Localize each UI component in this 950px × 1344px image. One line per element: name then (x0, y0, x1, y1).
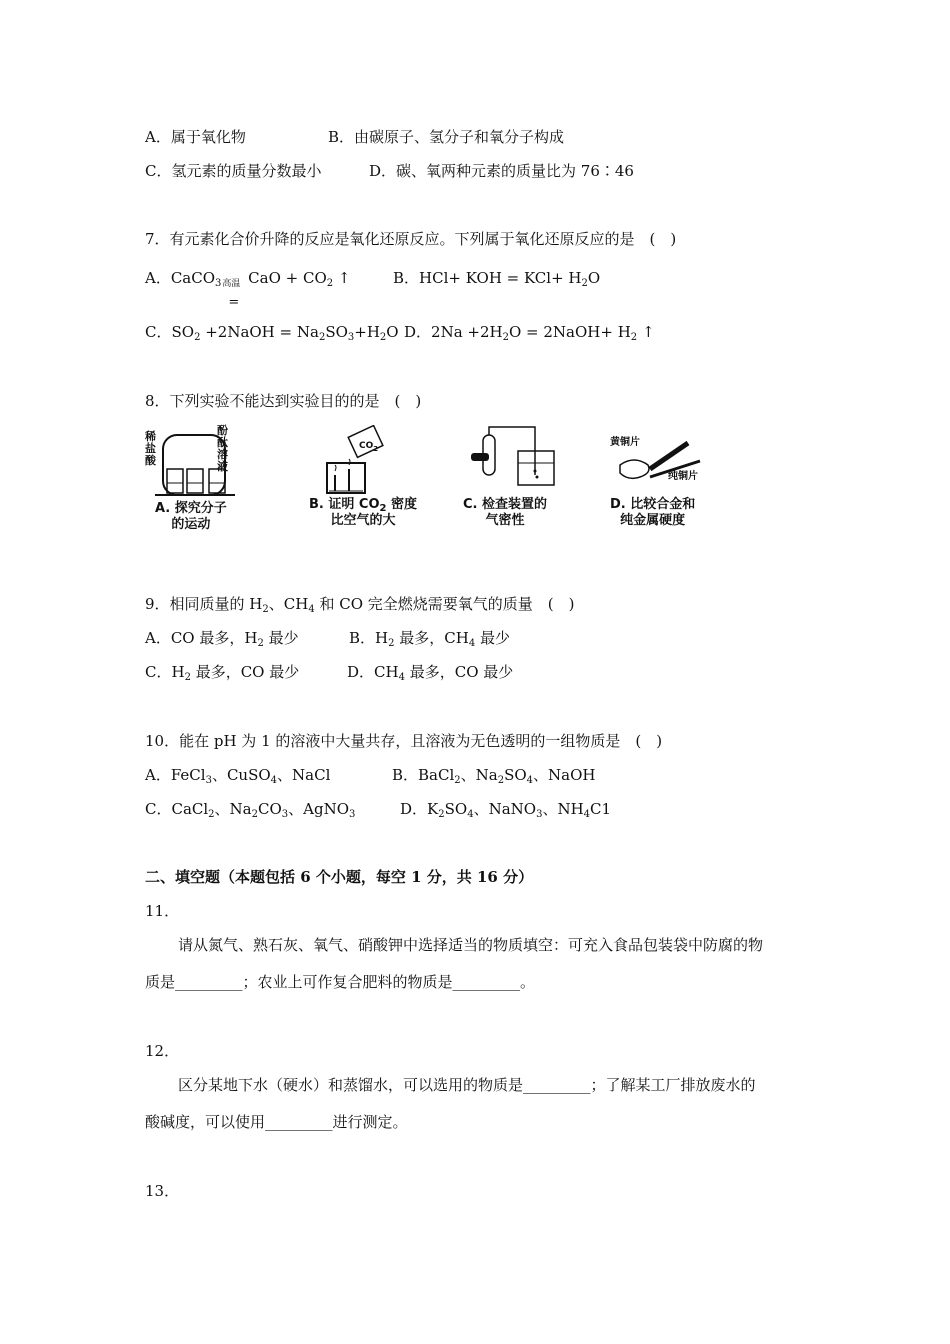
q10-option-d: D．$K_2SO_4$、NaNO$_3$、$NH_4C1$ (400, 800, 612, 820)
figure-c-airtightness (463, 425, 583, 535)
q11-blank-1[interactable]: _________ (175, 973, 243, 991)
q12-blank-2[interactable]: _________ (265, 1113, 333, 1131)
test-tube-illustration (463, 425, 583, 500)
figure-b-co2-density (305, 425, 425, 535)
q13-number: 13． (145, 1182, 180, 1200)
gas-arrow: ↑ (333, 269, 351, 287)
q8-stem: 8．下列实验不能达到实验目的的是 ( ) (145, 392, 422, 410)
q7-stem: 7．有元素化合价升降的反应是氧化还原反应。下列属于氧化还原反应的是 ( ) (145, 230, 677, 248)
q11-text-line1: 请从氮气、熟石灰、氧气、硝酸钾中选择适当的物质填空：可充入食品包装袋中防腐的物 (178, 936, 764, 954)
q11-text-line2: 质是_________；农业上可作复合肥料的物质是_________。 (145, 973, 536, 991)
figure-a-caption: A. 探究分子 的运动 (155, 501, 227, 532)
q10-option-b: B．BaCl$_2$、$Na_2SO_4$、NaOH (392, 766, 596, 786)
q12-text-line1: 区分某地下水（硬水）和蒸馏水，可以选用的物质是_________；了解某工厂排放废水的 (178, 1076, 756, 1094)
q10-option-c: C．CaCl$_2$、$Na_2CO_3$、AgNO$_3$ (145, 800, 356, 820)
figure-d-caption: D. 比较合金和 纯金属硬度 (610, 497, 696, 528)
q11-blank-2[interactable]: _________ (452, 973, 521, 991)
q9-option-d: D．$CH_4$ 最多，CO 最少 (347, 663, 514, 683)
section-2-title: 二、填空题（本题包括 6 个小题，每空 1 分，共 16 分） (145, 868, 534, 886)
q7-option-b: B．HCl+ KOH = $KCl+ H_2O$ (393, 269, 601, 289)
label-phenolphthalein: 酚 酞 溶 液 (217, 424, 228, 473)
q7-option-a: A．CaCO$_3$ 高温 = CaO + $CO_2$ ↑ (145, 269, 351, 310)
q6-option-d: D．碳、氧两种元素的质量比为 76∶46 (369, 162, 634, 180)
q7-option-c: C．$SO_2$ +2NaOH = $Na_2SO_3+H_2O$ (145, 323, 399, 343)
co2-pouring-illustration (305, 425, 425, 500)
label-brass-sheet: 黄铜片 (610, 437, 640, 448)
beaker-set-illustration (145, 425, 265, 505)
q9-option-b: B．$H_2$ 最多，$CH_4$ 最少 (349, 629, 510, 649)
q10-stem: 10．能在 pH 为 1 的溶液中大量共存，且溶液为无色透明的一组物质是 ( ) (145, 732, 663, 750)
reaction-condition: 高温 (222, 279, 241, 289)
q9-stem: 9．相同质量的 $H_2$、$CH_4$ 和 CO 完全燃烧需要氧气的质量 ( ) (145, 595, 575, 615)
figure-c-caption: C. 检查装置的 气密性 (463, 497, 548, 528)
q12-number: 12． (145, 1042, 180, 1060)
figure-b-caption: B. 证明 $CO_2$ 密度 比空气的大 (309, 497, 417, 528)
q6-option-c: C．氢元素的质量分数最小 (145, 162, 322, 180)
q6-option-b: B．由碳原子、氢分子和氧分子构成 (328, 128, 565, 146)
q9-option-a: A．CO 最多，$H_2$ 最少 (145, 629, 299, 649)
label-dilute-hcl: 稀 盐 酸 (145, 430, 156, 467)
q12-text-line2: 酸碱度，可以使用_________进行测定。 (145, 1113, 408, 1131)
figure-a-molecule-motion (145, 425, 265, 535)
q11-number: 11． (145, 902, 180, 920)
q6-option-a: A．属于氧化物 (145, 128, 246, 146)
figure-d-hardness (610, 425, 730, 535)
q9-option-c: C．$H_2$ 最多，CO 最少 (145, 663, 300, 683)
q7-option-d: D．$2Na +2H_2O$ = 2NaOH+ $H_2$ ↑ (404, 323, 655, 343)
q12-blank-1[interactable]: _________ (523, 1076, 591, 1094)
q10-option-a: A．FeCl$_3$、CuSO$_4$、NaCl (145, 766, 331, 786)
label-co2-gas: $CO_2$ (359, 441, 379, 453)
label-pure-copper-sheet: 纯铜片 (668, 471, 698, 482)
